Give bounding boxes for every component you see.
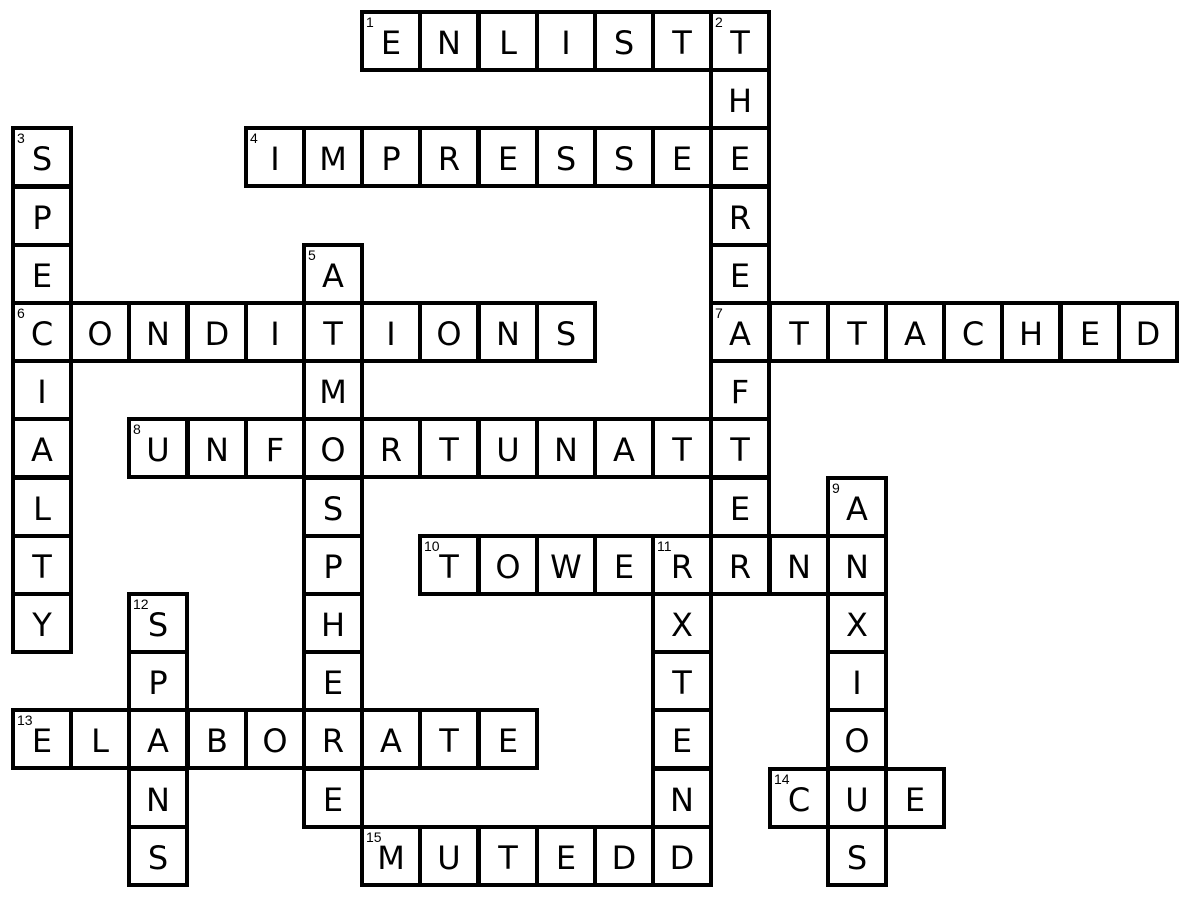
grid-cell[interactable] [302,359,364,421]
cell-letter: I [386,315,396,353]
grid-cell[interactable] [477,10,539,72]
grid-cell[interactable] [11,301,73,363]
grid-cell[interactable] [535,534,597,596]
cell-letter: L [91,722,109,760]
grid-cell[interactable] [11,243,73,305]
cell-letter: S [322,490,344,528]
cell-letter: P [381,140,401,178]
cell-letter: R [670,548,694,586]
cell-letter: F [730,373,750,411]
cell-letter: T [789,315,809,353]
grid-cell[interactable] [127,825,189,887]
grid-cell[interactable] [127,767,189,829]
grid-cell[interactable] [651,767,713,829]
cell-letter: D [1135,315,1161,353]
grid-cell[interactable] [11,126,73,188]
cell-letter: T [439,722,459,760]
grid-cell[interactable] [244,126,306,188]
cell-letter: L [499,24,517,62]
cell-letter: I [37,373,47,411]
clue-number: 9 [832,480,840,496]
grid-cell[interactable] [418,301,480,363]
cell-letter: N [496,315,520,353]
cell-letter: T [672,431,692,469]
cell-letter: N [845,548,869,586]
grid-cell[interactable] [709,185,771,247]
clue-number: 1 [366,14,374,30]
cell-letter: T [323,315,343,353]
grid-cell[interactable] [244,301,306,363]
clue-number: 12 [133,596,149,612]
cell-letter: W [550,548,582,586]
clue-number: 7 [715,305,723,321]
grid-cell[interactable] [418,708,480,770]
grid-cell[interactable] [186,417,248,479]
cell-letter: O [320,431,346,469]
grid-cell[interactable] [186,301,248,363]
cell-letter: E [671,140,693,178]
clue-number: 14 [774,771,790,787]
cell-letter: A [147,722,169,760]
cell-letter: C [787,781,811,819]
cell-letter: U [496,431,520,469]
grid-cell[interactable] [651,825,713,887]
cell-letter: U [437,839,461,877]
grid-cell[interactable] [302,534,364,596]
cell-letter: S [555,315,577,353]
grid-cell[interactable] [244,708,306,770]
grid-cell[interactable] [768,534,830,596]
grid-cell[interactable] [11,185,73,247]
clue-number: 5 [308,247,316,263]
grid-cell[interactable] [69,301,131,363]
grid-cell[interactable] [826,825,888,887]
cell-letter: C [961,315,985,353]
grid-cell[interactable] [826,592,888,654]
grid-cell[interactable] [709,301,771,363]
grid-cell[interactable] [593,417,655,479]
grid-cell[interactable] [360,10,422,72]
grid-cell[interactable] [302,592,364,654]
cell-letter: R [437,140,461,178]
grid-cell[interactable] [186,708,248,770]
cell-letter: I [270,315,280,353]
grid-cell[interactable] [360,825,422,887]
grid-cell[interactable] [651,592,713,654]
cell-letter: S [613,24,635,62]
grid-cell[interactable] [477,417,539,479]
cell-letter: X [671,606,693,644]
cell-letter: I [852,664,862,702]
grid-cell[interactable] [651,10,713,72]
cell-letter: T [847,315,867,353]
cell-letter: E [497,140,519,178]
grid-cell[interactable] [651,708,713,770]
cell-letter: N [554,431,578,469]
grid-cell[interactable] [11,417,73,479]
cell-letter: B [206,722,228,760]
cell-letter: O [495,548,521,586]
grid-cell[interactable] [709,243,771,305]
grid-cell[interactable] [535,417,597,479]
grid-cell[interactable] [535,825,597,887]
grid-cell[interactable] [418,825,480,887]
cell-letter: E [729,490,751,528]
cell-letter: T [730,431,750,469]
grid-cell[interactable] [127,592,189,654]
cell-letter: U [845,781,869,819]
grid-cell[interactable] [709,534,771,596]
grid-cell[interactable] [1059,301,1121,363]
clue-number: 2 [715,14,723,30]
cell-letter: M [377,839,405,877]
cell-letter: A [904,315,926,353]
cell-letter: M [319,373,347,411]
cell-letter: P [323,548,343,586]
cell-letter: A [729,315,751,353]
cell-letter: I [270,140,280,178]
cell-letter: N [205,431,229,469]
cell-letter: O [844,722,870,760]
cell-letter: T [672,664,692,702]
grid-cell[interactable] [826,767,888,829]
grid-cell[interactable] [477,708,539,770]
grid-cell[interactable] [477,126,539,188]
grid-cell[interactable] [127,708,189,770]
grid-cell[interactable] [535,10,597,72]
cell-letter: X [846,606,868,644]
cell-letter: E [497,722,519,760]
grid-cell[interactable] [302,476,364,538]
clue-number: 10 [424,538,440,554]
cell-letter: C [30,315,54,353]
cell-letter: H [320,606,346,644]
cell-letter: E [729,140,751,178]
grid-cell[interactable] [942,301,1004,363]
grid-cell[interactable] [477,534,539,596]
cell-letter: E [380,24,402,62]
cell-letter: A [613,431,635,469]
clue-number: 13 [17,712,33,728]
cell-letter: T [439,548,459,586]
cell-letter: E [31,722,53,760]
grid-cell[interactable] [709,476,771,538]
cell-letter: E [1079,315,1101,353]
grid-cell[interactable] [651,534,713,596]
cell-letter: R [728,548,752,586]
grid-cell[interactable] [11,708,73,770]
cell-letter: S [147,839,169,877]
cell-letter: M [319,140,347,178]
grid-cell[interactable] [11,592,73,654]
grid-cell[interactable] [418,417,480,479]
cell-letter: N [787,548,811,586]
grid-cell[interactable] [826,301,888,363]
cell-letter: R [379,431,403,469]
grid-cell[interactable] [302,301,364,363]
cell-letter: S [31,140,53,178]
grid-cell[interactable] [11,534,73,596]
grid-cell[interactable] [11,359,73,421]
grid-cell[interactable] [593,126,655,188]
grid-cell[interactable] [884,301,946,363]
grid-cell[interactable] [360,417,422,479]
grid-cell[interactable] [360,126,422,188]
grid-cell[interactable] [477,301,539,363]
clue-number: 3 [17,130,25,146]
grid-cell[interactable] [535,126,597,188]
cell-letter: E [555,839,577,877]
grid-cell[interactable] [709,126,771,188]
cell-letter: T [498,839,518,877]
cell-letter: D [669,839,695,877]
grid-cell[interactable] [651,650,713,712]
grid-cell[interactable] [360,708,422,770]
grid-cell[interactable] [418,10,480,72]
cell-letter: P [32,199,52,237]
clue-number: 8 [133,421,141,437]
grid-cell[interactable] [826,650,888,712]
cell-letter: R [728,199,752,237]
cell-letter: E [904,781,926,819]
grid-cell[interactable] [302,650,364,712]
grid-cell[interactable] [360,301,422,363]
grid-cell[interactable] [244,417,306,479]
grid-cell[interactable] [709,68,771,130]
grid-cell[interactable] [1117,301,1179,363]
cell-letter: S [613,140,635,178]
cell-letter: I [561,24,571,62]
cell-letter: H [727,82,753,120]
cell-letter: S [147,606,169,644]
grid-cell[interactable] [593,10,655,72]
cell-letter: A [322,257,344,295]
grid-cell[interactable] [768,301,830,363]
cell-letter: N [670,781,694,819]
grid-cell[interactable] [477,825,539,887]
cell-letter: U [146,431,170,469]
cell-letter: S [555,140,577,178]
clue-number: 4 [250,130,258,146]
grid-cell[interactable] [593,825,655,887]
cell-letter: F [265,431,285,469]
cell-letter: E [729,257,751,295]
cell-letter: T [672,24,692,62]
cell-letter: E [613,548,635,586]
grid-cell[interactable] [302,767,364,829]
grid-cell[interactable] [302,243,364,305]
cell-letter: A [380,722,402,760]
grid-cell[interactable] [11,476,73,538]
cell-letter: P [148,664,168,702]
clue-number: 6 [17,305,25,321]
grid-cell[interactable] [593,534,655,596]
cell-letter: D [611,839,637,877]
cell-letter: D [204,315,230,353]
grid-cell[interactable] [127,301,189,363]
cell-letter: T [439,431,459,469]
grid-cell[interactable] [418,126,480,188]
grid-cell[interactable] [651,417,713,479]
clue-number: 11 [657,538,672,554]
grid-cell[interactable] [418,534,480,596]
grid-cell[interactable] [127,417,189,479]
cell-letter: N [146,781,170,819]
grid-cell[interactable] [826,534,888,596]
cell-letter: R [321,722,345,760]
grid-cell[interactable] [535,301,597,363]
cell-letter: L [33,490,51,528]
cell-letter: A [846,490,868,528]
grid-cell[interactable] [651,126,713,188]
cell-letter: Y [32,606,52,644]
grid-cell[interactable] [709,10,771,72]
cell-letter: H [1018,315,1044,353]
grid-cell[interactable] [302,708,364,770]
cell-letter: S [846,839,868,877]
cell-letter: E [671,722,693,760]
cell-letter: E [31,257,53,295]
cell-letter: A [31,431,53,469]
cell-letter: E [322,781,344,819]
cell-letter: O [262,722,288,760]
grid-cell[interactable] [69,708,131,770]
grid-cell[interactable] [127,650,189,712]
cell-letter: O [87,315,113,353]
grid-cell[interactable] [826,708,888,770]
cell-letter: T [32,548,52,586]
grid-cell[interactable] [1000,301,1062,363]
clue-number: 15 [366,829,382,845]
grid-cell[interactable] [302,126,364,188]
cell-letter: T [730,24,750,62]
grid-cell[interactable] [884,767,946,829]
grid-cell[interactable] [826,476,888,538]
cell-letter: N [146,315,170,353]
cell-letter: O [436,315,462,353]
grid-cell[interactable] [768,767,830,829]
cell-letter: N [437,24,461,62]
grid-cell[interactable] [302,417,364,479]
cell-letter: E [322,664,344,702]
grid-cell[interactable] [709,417,771,479]
grid-cell[interactable] [709,359,771,421]
